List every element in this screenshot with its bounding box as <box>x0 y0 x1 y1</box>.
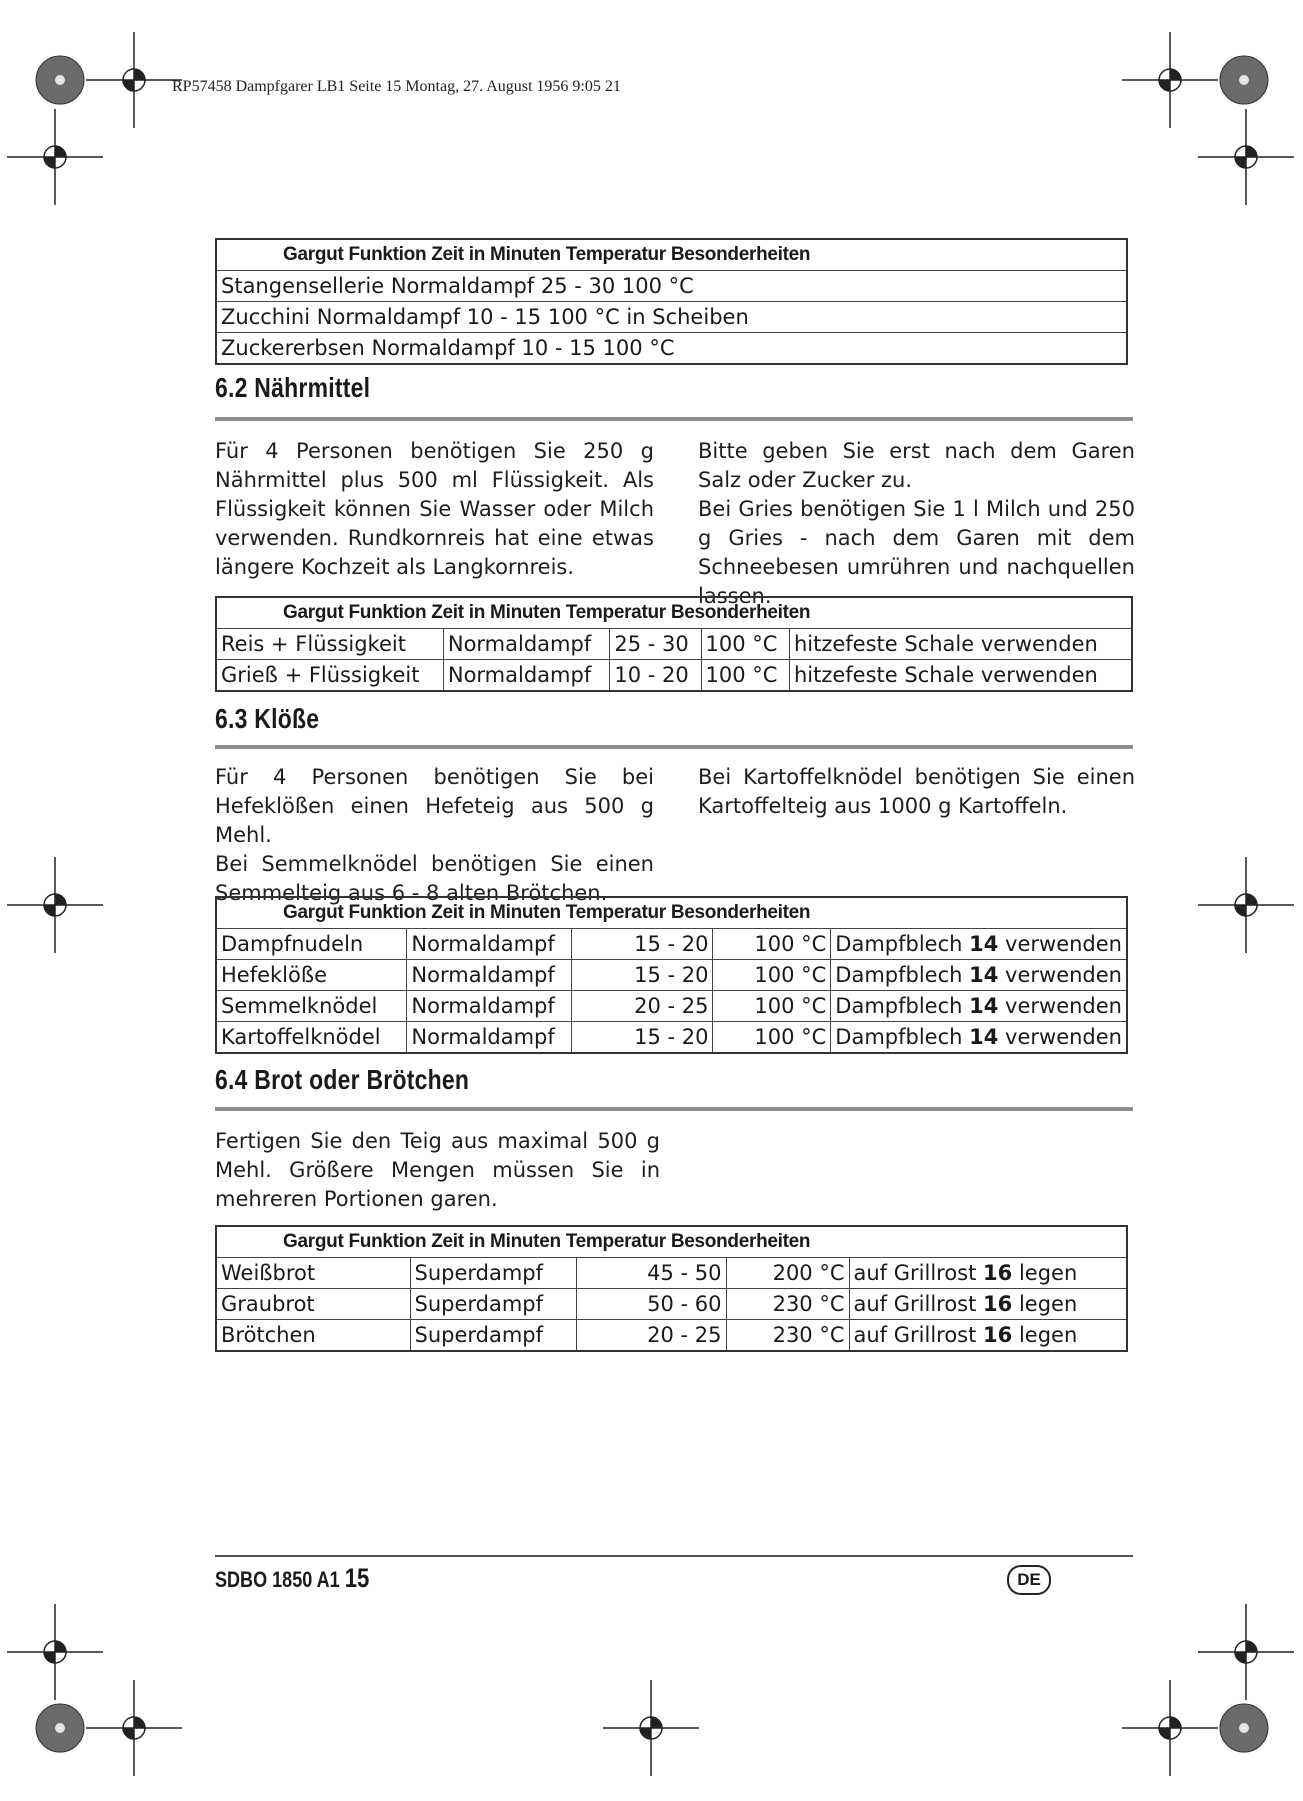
kloesse-text-left: Für 4 Personen benötigen Sie bei Hefeklößen einen Hefeteig aus 500 g Mehl. Bei Semmelknödel benötigen Sie einen Semmelteig aus 6 - 8 alten Brötchen. <box>215 765 654 905</box>
cell-funktion: Normaldampf <box>407 960 571 991</box>
cell-zeit: 20 - 25 <box>576 1320 726 1352</box>
naehrmittel-table <box>215 596 1133 692</box>
section-title-naehrmittel: 6.2 Nährmittel <box>215 372 371 403</box>
table-row <box>216 629 1132 660</box>
footer-model-page <box>215 1563 369 1594</box>
cell-besonderheiten: Dampfblech 14 verwenden <box>831 1022 1127 1054</box>
cell-temperatur: 100 °C <box>701 629 789 660</box>
footer-model: SDBO 1850 A1 <box>215 1567 345 1592</box>
cell-zeit: 10 - 20 <box>610 660 701 692</box>
table-row <box>216 1258 1127 1289</box>
table-header: Gargut Funktion Zeit in Minuten Temperatur Besonderheiten <box>216 239 1127 271</box>
table-header: Gargut Funktion Zeit in Minuten Temperatur Besonderheiten <box>216 897 1127 929</box>
cell-temperatur: 230 °C <box>726 1289 849 1320</box>
table-header: Gargut Funktion Zeit in Minuten Temperatur Besonderheiten <box>216 1226 1127 1258</box>
cell-gargut: Grieß + Flüssigkeit <box>216 660 443 692</box>
section-divider <box>215 1107 1133 1111</box>
section-divider <box>215 417 1133 421</box>
cell-gargut: Kartoffelknödel <box>216 1022 407 1054</box>
cell-temperatur: 100 °C <box>713 929 831 960</box>
cell-zeit: 15 - 20 <box>571 1022 713 1054</box>
naehrmittel-text-right: Bitte geben Sie erst nach dem Garen Salz oder Zucker zu. Bei Gries benötigen Sie 1 l Milch und 250 g Gries - nach dem Garen mit dem Schneebesen umrühren und nachquellen lassen. <box>698 439 1135 608</box>
cell-gargut: Semmelknödel <box>216 991 407 1022</box>
cell-funktion: Normaldampf <box>407 991 571 1022</box>
cell-zeit: 50 - 60 <box>576 1289 726 1320</box>
footer-divider <box>215 1555 1133 1557</box>
cell-besonderheiten: Dampfblech 14 verwenden <box>831 929 1127 960</box>
cell-temperatur: 230 °C <box>726 1320 849 1352</box>
cell-funktion: Normaldampf <box>407 1022 571 1054</box>
cell-zeit: 15 - 20 <box>571 929 713 960</box>
cell-zeit: 25 - 30 <box>610 629 701 660</box>
table-row <box>216 929 1127 960</box>
cell-zeit: 45 - 50 <box>576 1258 726 1289</box>
cell-funktion: Normaldampf <box>407 929 571 960</box>
cell-temperatur: 200 °C <box>726 1258 849 1289</box>
kloesse-table <box>215 896 1128 1054</box>
cell-funktion: Superdampf <box>410 1258 576 1289</box>
section-divider <box>215 745 1133 749</box>
cell-besonderheiten: hitzefeste Schale verwenden <box>789 660 1132 692</box>
cell-besonderheiten: hitzefeste Schale verwenden <box>789 629 1132 660</box>
cell-funktion: Superdampf <box>410 1289 576 1320</box>
table-row: Zuckererbsen Normaldampf 10 - 15 100 °C <box>216 333 1127 365</box>
page-number: 15 <box>344 1563 370 1593</box>
brot-table <box>215 1225 1128 1352</box>
table-row: Stangensellerie Normaldampf 25 - 30 100 °C <box>216 271 1127 302</box>
naehrmittel-text-left: Für 4 Personen benötigen Sie 250 g Nährmittel plus 500 ml Flüssigkeit. Als Flüssigkeit können Sie Wasser oder Milch verwenden. Rundkornreis hat eine etwas längere Kochzeit als Langkornreis. <box>215 439 654 579</box>
cell-temperatur: 100 °C <box>713 960 831 991</box>
cell-besonderheiten: auf Grillrost 16 legen <box>849 1289 1127 1320</box>
cell-besonderheiten: auf Grillrost 16 legen <box>849 1258 1127 1289</box>
cell-gargut: Weißbrot <box>216 1258 410 1289</box>
cell-temperatur: 100 °C <box>713 1022 831 1054</box>
cell-gargut: Dampfnudeln <box>216 929 407 960</box>
table-row <box>216 1289 1127 1320</box>
table-row <box>216 991 1127 1022</box>
cell-gargut: Brötchen <box>216 1320 410 1352</box>
section-title-kloesse: 6.3 Klöße <box>215 703 320 734</box>
cell-zeit: 20 - 25 <box>571 991 713 1022</box>
language-badge: DE <box>1007 1565 1051 1595</box>
cell-temperatur: 100 °C <box>701 660 789 692</box>
cell-besonderheiten: Dampfblech 14 verwenden <box>831 960 1127 991</box>
cell-funktion: Normaldampf <box>443 629 610 660</box>
cell-gargut: Reis + Flüssigkeit <box>216 629 443 660</box>
cell-temperatur: 100 °C <box>713 991 831 1022</box>
table-row <box>216 1022 1127 1054</box>
table-header: Gargut Funktion Zeit in Minuten Temperatur Besonderheiten <box>216 597 1132 629</box>
print-slug: RP57458 Dampfgarer LB1 Seite 15 Montag, 27. August 1956 9:05 21 <box>172 78 621 95</box>
cell-gargut: Hefeklöße <box>216 960 407 991</box>
cell-besonderheiten: Dampfblech 14 verwenden <box>831 991 1127 1022</box>
table-row <box>216 660 1132 692</box>
cell-funktion: Superdampf <box>410 1320 576 1352</box>
cell-gargut: Graubrot <box>216 1289 410 1320</box>
brot-text: Fertigen Sie den Teig aus maximal 500 g Mehl. Größere Mengen müssen Sie in mehreren Portionen garen. <box>215 1129 660 1211</box>
cell-funktion: Normaldampf <box>443 660 610 692</box>
table-row <box>216 960 1127 991</box>
cell-besonderheiten: auf Grillrost 16 legen <box>849 1320 1127 1352</box>
kloesse-text-right: Bei Kartoffelknödel benötigen Sie einen Kartoffelteig aus 1000 g Kartoffeln. <box>698 765 1135 818</box>
section-title-brot: 6.4 Brot oder Brötchen <box>215 1064 470 1095</box>
table-row: Zucchini Normaldampf 10 - 15 100 °C in Scheiben <box>216 302 1127 333</box>
table-row <box>216 1320 1127 1352</box>
vegetable-table <box>215 238 1128 365</box>
cell-zeit: 15 - 20 <box>571 960 713 991</box>
